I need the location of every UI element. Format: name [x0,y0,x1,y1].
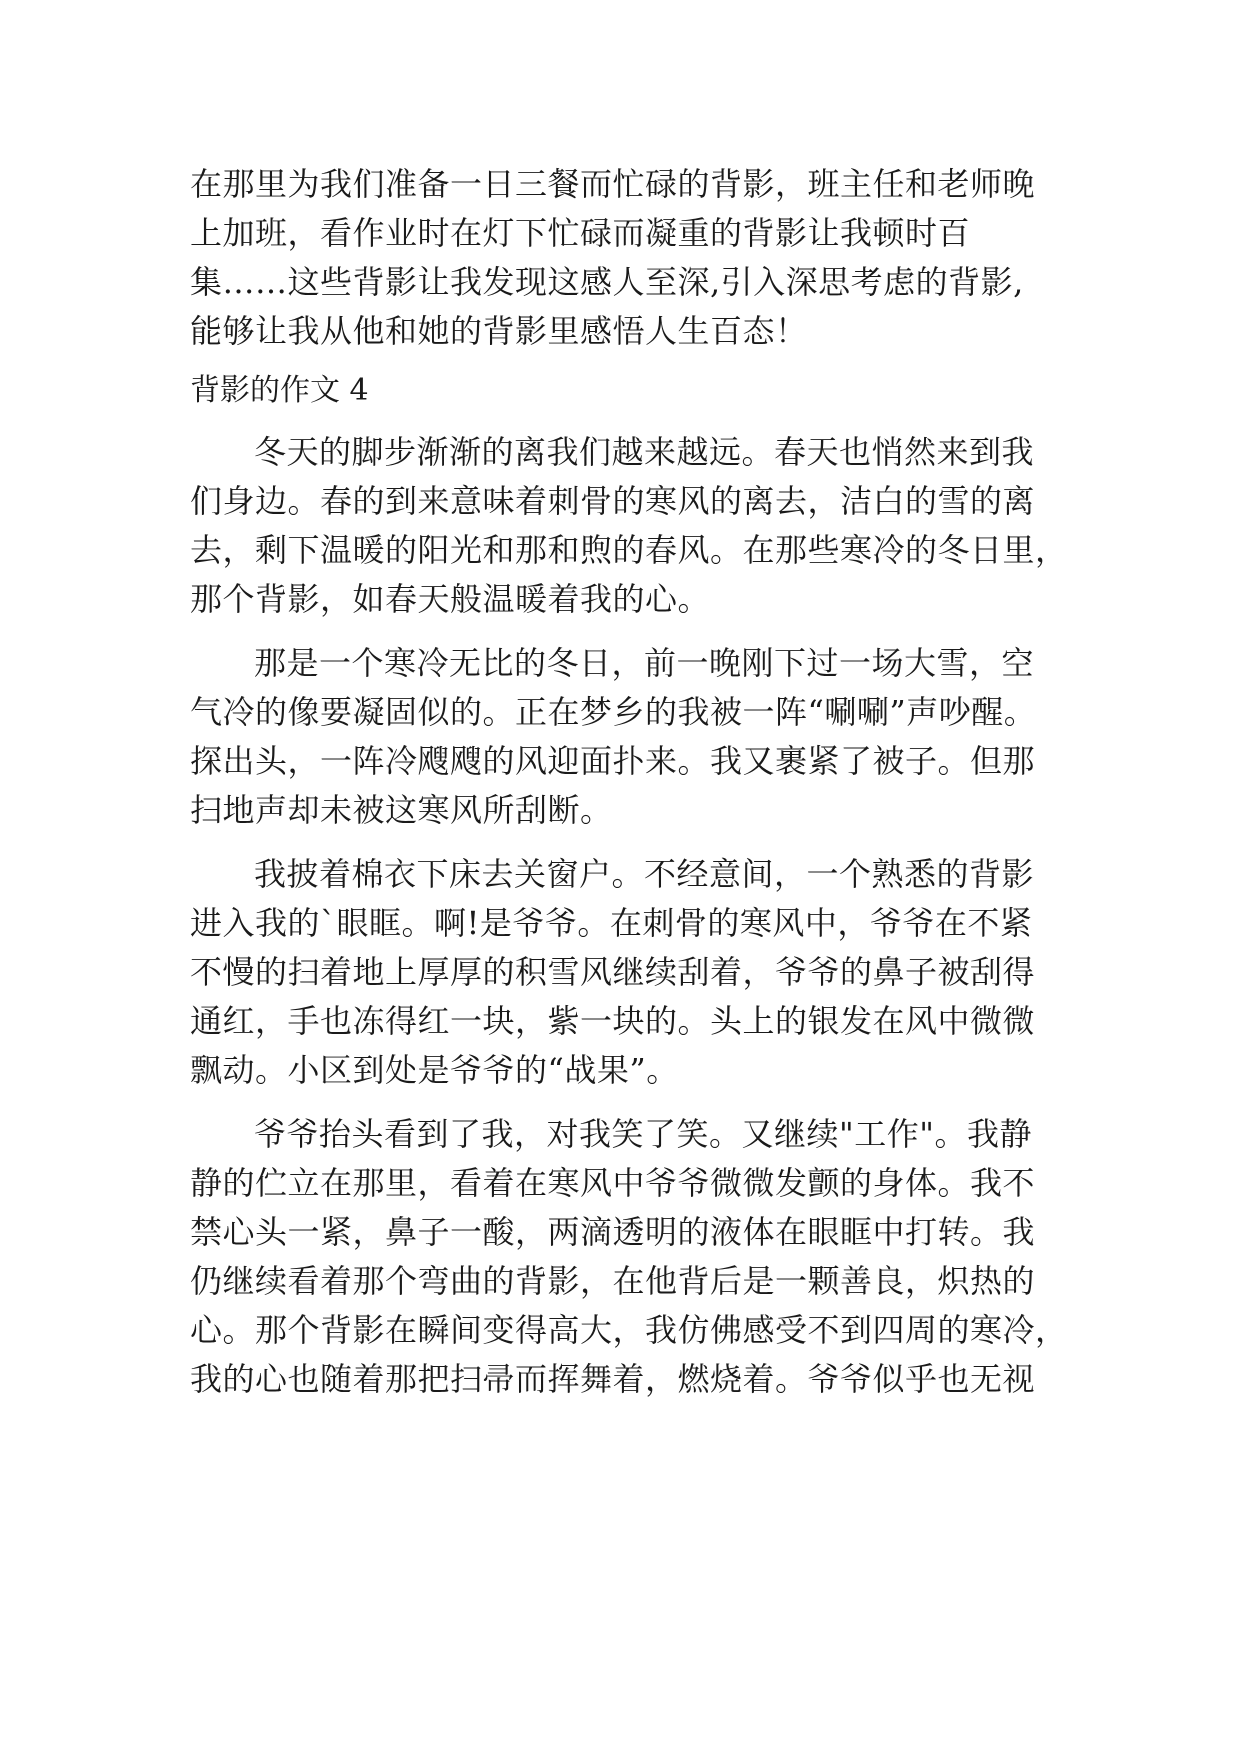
paragraph-line: 那个背影，如春天般温暖着我的心。 [190,580,711,618]
continued-paragraph [190,160,1070,356]
paragraph-line: 能够让我从他和她的背影里感悟人生百态！ [190,312,808,350]
document-body [190,160,1070,1419]
paragraph-2 [190,639,1070,835]
paragraph-line: 那是一个寒冷无比的冬日，前一晚刚下过一场大雪，空 [254,644,1035,682]
paragraph-line: 我的心也随着那把扫帚而挥舞着，燃烧着。爷爷似乎也无视 [190,1360,1036,1398]
paragraph-line: 去，剩下温暖的阳光和那和煦的春风。在那些寒冷的冬日里， [190,531,1068,569]
paragraph-line: 冬天的脚步渐渐的离我们越来越远。春天也悄然来到我 [254,433,1035,471]
paragraph-line: 禁心头一紧，鼻子一酸，两滴透明的液体在眼眶中打转。我 [190,1213,1036,1251]
paragraph-1 [190,428,1070,624]
paragraph-line: 静的伫立在那里，看着在寒风中爷爷微微发颤的身体。我不 [190,1164,1036,1202]
paragraph-line: 仍继续看着那个弯曲的背影，在他背后是一颗善良，炽热的 [190,1262,1036,1300]
paragraph-line: 不慢的扫着地上厚厚的积雪风继续刮着，爷爷的鼻子被刮得 [190,953,1036,991]
paragraph-line: 集……这些背影让我发现这感人至深,引入深思考虑的背影, [190,263,1024,301]
paragraph-4 [190,1110,1070,1404]
paragraph-line: 探出头，一阵冷飕飕的风迎面扑来。我又裹紧了被子。但那 [190,742,1036,780]
paragraph-line: 进入我的`眼眶。啊!是爷爷。在刺骨的寒风中，爷爷在不紧 [190,904,1033,942]
paragraph-line: 上加班，看作业时在灯下忙碌而凝重的背影让我顿时百 [190,214,971,252]
paragraph-line: 扫地声却未被这寒风所刮断。 [190,791,613,829]
paragraph-line: 心。那个背影在瞬间变得高大，我仿佛感受不到四周的寒冷， [190,1311,1068,1349]
paragraph-line: 我披着棉衣下床去关窗户。不经意间，一个熟悉的背影 [254,855,1035,893]
paragraph-line: 爷爷抬头看到了我，对我笑了笑。又继续"工作"。我静 [254,1115,1032,1153]
paragraph-line: 飘动。小区到处是爷爷的“战果”。 [190,1051,679,1089]
paragraph-line: 气冷的像要凝固似的。正在梦乡的我被一阵“唰唰”声吵醒。 [190,693,1037,731]
paragraph-3 [190,850,1070,1095]
paragraph-line: 通红，手也冻得红一块，紫一块的。头上的银发在风中微微 [190,1002,1036,1040]
section-heading: 背影的作文 4 [190,373,369,408]
paragraph-line: 们身边。春的到来意味着刺骨的寒风的离去，洁白的雪的离 [190,482,1036,520]
paragraph-line: 在那里为我们准备一日三餐而忙碌的背影，班主任和老师晚 [190,165,1036,203]
